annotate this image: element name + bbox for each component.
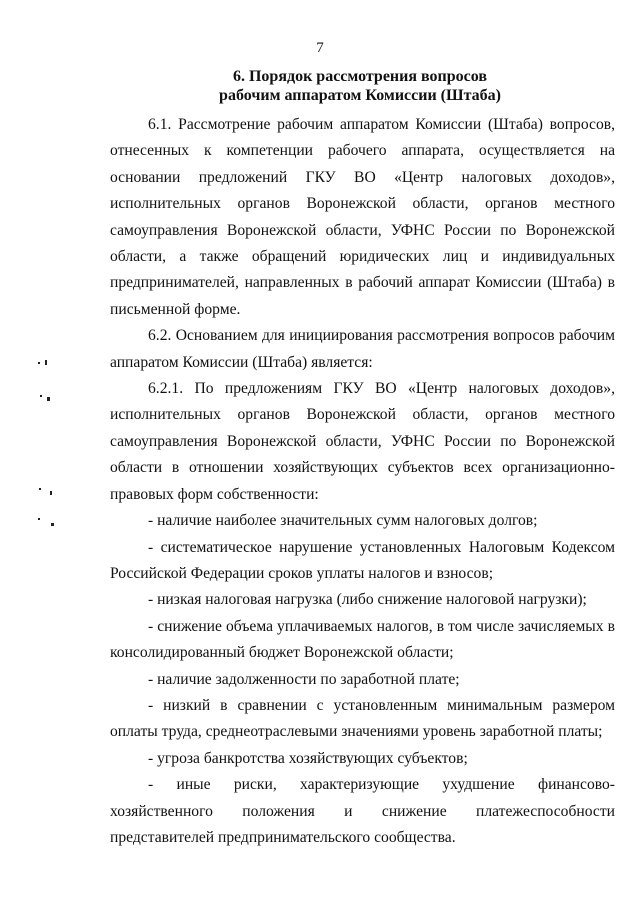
scan-margin-marks: [30, 350, 70, 550]
list-item: - систематическое нарушение установленных Налоговым Кодексом Российской Федерации сроков уплаты налогов и взносов;: [110, 538, 615, 582]
section-heading-line-2: рабочим аппаратом Комиссии (Штаба): [219, 87, 501, 104]
paragraph-6-2: 6.2. Основанием для инициирования рассмотрения вопросов рабочим аппаратом Комиссии (Штаба) является:: [110, 327, 615, 371]
list-item: - снижение объема уплачиваемых налогов, в том числе зачисляемых в консолидированный бюджет Воронежской области;: [110, 617, 615, 662]
list-item: - наличие задолженности по заработной плате;: [148, 670, 460, 688]
paragraph-6-1: 6.1. Рассмотрение рабочим аппаратом Комиссии (Штаба) вопросов, отнесенных к компетенции рабочего аппарата, осуществляется на основании предложений ГКУ ВО «Центр налоговых доходов», исполнительных органов Воронежской области, органов местного самоуправления Воронежской области, УФНС России по Воронежской области, а также обращений юридических лиц и индивидуальных предпринимателей, направленных в рабочий аппарат Комиссии (Штаба) в письменной форме.: [110, 116, 615, 318]
paragraph-6-2-1: 6.2.1. По предложениям ГКУ ВО «Центр налоговых доходов», исполнительных органов Воронежской области, органов местного самоуправления Воронежской области, УФНС России по Воронежской области в отношении хозяйствующих субъектов всех организационно-правовых форм собственности:: [110, 380, 615, 503]
list-item: - иные риски, характеризующие ухудшение финансово-хозяйственного положения и снижение платежеспособности представителей предпринимательского сообщества.: [110, 776, 615, 846]
section-heading: [100, 67, 620, 105]
list-item: - низкий в сравнении с установленным минимальным размером оплаты труда, среднеотраслевыми значениями уровень заработной платы;: [110, 696, 615, 741]
list-item: - наличие наиболее значительных сумм налоговых долгов;: [148, 512, 538, 530]
list-item: - угроза банкротства хозяйствующих субъектов;: [148, 749, 468, 767]
body-text: [110, 112, 615, 851]
page-number: 7: [316, 40, 324, 56]
list-item: - низкая налоговая нагрузка (либо снижение налоговой нагрузки);: [148, 591, 587, 609]
section-heading-line-1: 6. Порядок рассмотрения вопросов: [232, 68, 488, 85]
